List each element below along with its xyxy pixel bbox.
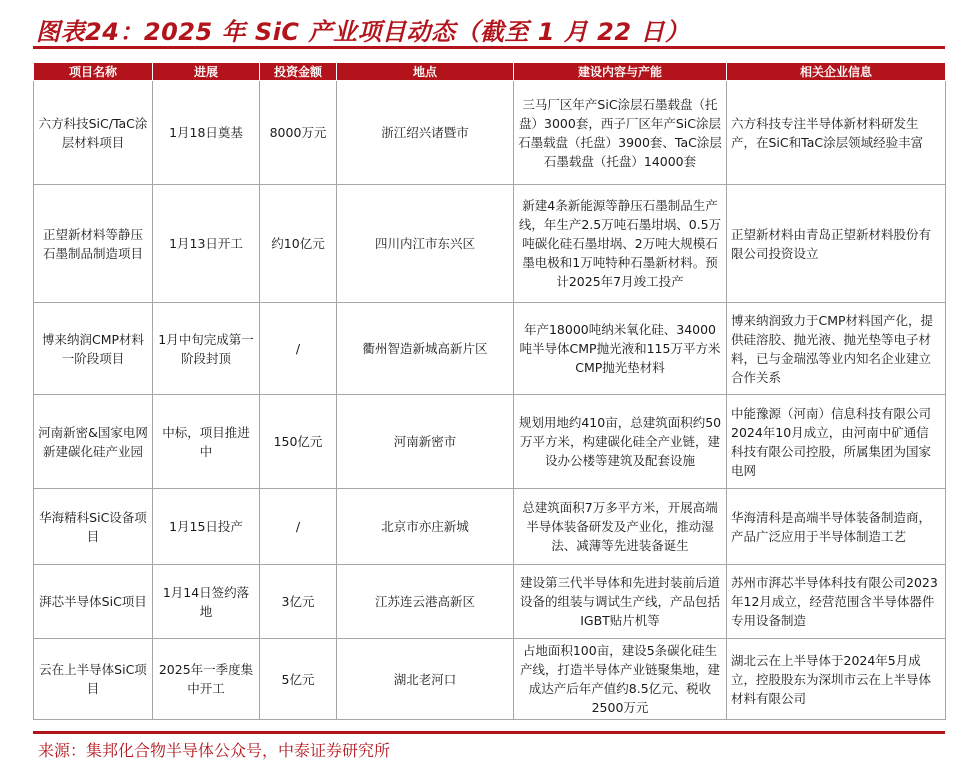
col-header-company: 相关企业信息 <box>727 63 946 81</box>
cell-progress: 1月18日奠基 <box>153 81 260 185</box>
col-header-investment: 投资金额 <box>260 63 337 81</box>
cell-investment: 3亿元 <box>260 565 337 639</box>
cell-company: 中能豫源（河南）信息科技有限公司2024年10月成立，由河南中矿通信科技有限公司控股，所属集团为国家电网 <box>727 395 946 489</box>
cell-name: 华海精科SiC设备项目 <box>34 489 153 565</box>
cell-content: 建设第三代半导体和先进封装前后道设备的组装与调试生产线，产品包括IGBT贴片机等 <box>514 565 727 639</box>
cell-company: 华海清科是高端半导体装备制造商，产品广泛应用于半导体制造工艺 <box>727 489 946 565</box>
cell-progress: 1月13日开工 <box>153 185 260 303</box>
table-row <box>34 303 946 395</box>
cell-company: 六方科技专注半导体新材料研发生产，在SiC和TaC涂层领域经验丰富 <box>727 81 946 185</box>
cell-location: 浙江绍兴诸暨市 <box>337 81 514 185</box>
cell-investment: / <box>260 303 337 395</box>
cell-location: 河南新密市 <box>337 395 514 489</box>
project-table <box>33 62 946 720</box>
cell-progress: 1月14日签约落地 <box>153 565 260 639</box>
table-row <box>34 489 946 565</box>
cell-content: 规划用地约410亩，总建筑面积约50万平方米，构建碳化硅全产业链，建设办公楼等建筑及配套设施 <box>514 395 727 489</box>
cell-company: 博来纳润致力于CMP材料国产化，提供硅溶胶、抛光液、抛光垫等电子材料，已与金瑞泓等业内知名企业建立合作关系 <box>727 303 946 395</box>
cell-content: 年产18000吨纳米氧化硅、34000吨半导体CMP抛光液和115万平方米CMP抛光垫材料 <box>514 303 727 395</box>
cell-progress: 中标，项目推进中 <box>153 395 260 489</box>
cell-location: 衢州智造新城高新片区 <box>337 303 514 395</box>
cell-investment: 150亿元 <box>260 395 337 489</box>
cell-content: 三马厂区年产SiC涂层石墨载盘（托盘）3000套，西子厂区年产SiC涂层石墨载盘（托盘）3900套、TaC涂层石墨载盘（托盘）14000套 <box>514 81 727 185</box>
cell-content: 总建筑面积7万多平方米，开展高端半导体装备研发及产业化，推动湿法、减薄等先进装备诞生 <box>514 489 727 565</box>
cell-investment: 8000万元 <box>260 81 337 185</box>
cell-investment: / <box>260 489 337 565</box>
table-header-row <box>34 63 946 81</box>
cell-name: 博来纳润CMP材料一阶段项目 <box>34 303 153 395</box>
cell-progress: 1月中旬完成第一阶段封顶 <box>153 303 260 395</box>
col-header-content: 建设内容与产能 <box>514 63 727 81</box>
title-rule <box>33 46 945 49</box>
table-row <box>34 639 946 720</box>
cell-company: 正望新材料由青岛正望新材料股份有限公司投资设立 <box>727 185 946 303</box>
cell-name: 湃芯半导体SiC项目 <box>34 565 153 639</box>
cell-progress: 1月15日投产 <box>153 489 260 565</box>
table-row <box>34 565 946 639</box>
table-row <box>34 81 946 185</box>
cell-investment: 5亿元 <box>260 639 337 720</box>
source-note: 来源：集邦化合物半导体公众号，中泰证券研究所 <box>38 741 391 760</box>
cell-progress: 2025年一季度集中开工 <box>153 639 260 720</box>
cell-location: 北京市亦庄新城 <box>337 489 514 565</box>
cell-company: 苏州市湃芯半导体科技有限公司2023年12月成立，经营范围含半导体器件专用设备制造 <box>727 565 946 639</box>
cell-investment: 约10亿元 <box>260 185 337 303</box>
cell-location: 湖北老河口 <box>337 639 514 720</box>
cell-content: 占地面积100亩，建设5条碳化硅生产线，打造半导体产业链聚集地，建成达产后年产值约8.5亿元、税收2500万元 <box>514 639 727 720</box>
chart-title: 图表24：2025 年 SiC 产业项目动态（截至 1 月 22 日） <box>36 18 690 46</box>
cell-location: 江苏连云港高新区 <box>337 565 514 639</box>
cell-location: 四川内江市东兴区 <box>337 185 514 303</box>
cell-company: 湖北云在上半导体于2024年5月成立，控股股东为深圳市云在上半导体材料有限公司 <box>727 639 946 720</box>
col-header-progress: 进展 <box>153 63 260 81</box>
cell-name: 正望新材料等静压石墨制品制造项目 <box>34 185 153 303</box>
table-row <box>34 185 946 303</box>
col-header-location: 地点 <box>337 63 514 81</box>
col-header-name: 项目名称 <box>34 63 153 81</box>
cell-name: 六方科技SiC/TaC涂层材料项目 <box>34 81 153 185</box>
table-row <box>34 395 946 489</box>
footer-rule <box>33 731 945 734</box>
cell-name: 河南新密&国家电网新建碳化硅产业园 <box>34 395 153 489</box>
cell-content: 新建4条新能源等静压石墨制品生产线，年生产2.5万吨石墨坩埚、0.5万吨碳化硅石墨坩埚、2万吨大规模石墨电极和1万吨特种石墨新材料。预计2025年7月竣工投产 <box>514 185 727 303</box>
cell-name: 云在上半导体SiC项目 <box>34 639 153 720</box>
